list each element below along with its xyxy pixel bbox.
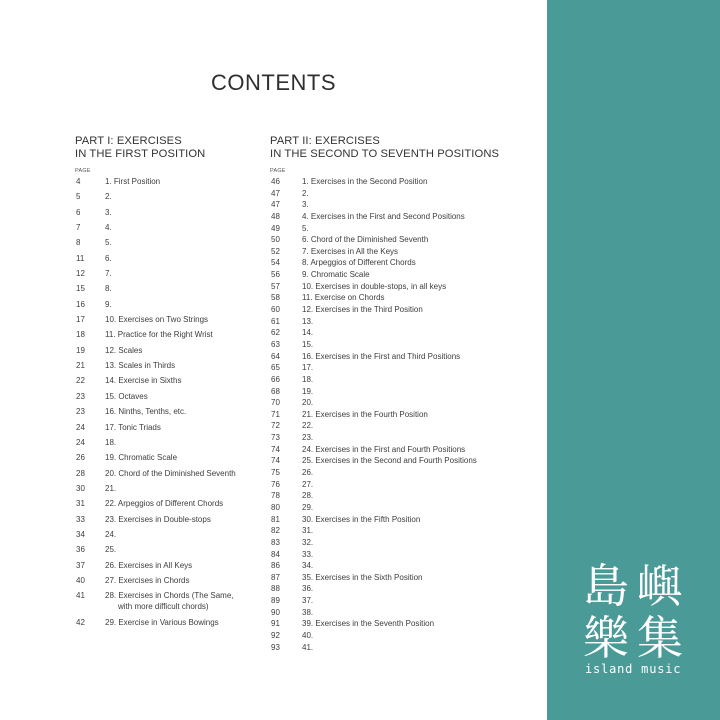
toc-entry-title: 4. Exercises in the First and Second Positions: [302, 211, 465, 221]
part1-entry-list: [76, 177, 266, 634]
toc-page-number: 92: [271, 630, 280, 640]
toc-entry: [76, 515, 266, 530]
toc-entry: [271, 631, 511, 643]
page-title: CONTENTS: [211, 70, 336, 95]
toc-entry-title: 25. Exercises in the Second and Fourth Positions: [302, 456, 477, 466]
toc-entry-title: 10. Exercises in double-stops, in all keys: [302, 281, 447, 291]
toc-page-number: 23: [76, 407, 85, 417]
toc-entry-title: 36.: [302, 584, 314, 594]
toc-entry: [271, 468, 511, 480]
toc-entry-title: 14.: [302, 328, 314, 338]
toc-page-number: 19: [76, 345, 85, 355]
toc-page-number: 56: [271, 270, 280, 280]
toc-page-number: 30: [76, 483, 85, 493]
toc-entry-title: 10. Exercises on Two Strings: [105, 315, 209, 325]
toc-page-number: 24: [76, 437, 85, 447]
logo-cjk-line1: 島嶼: [583, 559, 691, 613]
toc-entry: [271, 282, 511, 294]
toc-entry: [271, 258, 511, 270]
toc-page-number: 62: [271, 328, 280, 338]
toc-entry-title: 8. Arpeggios of Different Chords: [302, 258, 416, 268]
toc-entry-title: 22. Arpeggios of Different Chords: [105, 499, 224, 509]
toc-entry-title: 12. Exercises in the Third Position: [302, 305, 423, 315]
toc-entry: [271, 433, 511, 445]
toc-entry: [76, 453, 266, 468]
toc-page-number: 72: [271, 421, 280, 431]
toc-page-number: 63: [271, 339, 280, 349]
toc-page-number: 16: [76, 299, 85, 309]
toc-entry-title: 37.: [302, 596, 314, 606]
toc-page-number: 7: [76, 223, 81, 233]
toc-entry-title: 13. Scales in Thirds: [105, 361, 176, 371]
toc-entry-title: 3.: [302, 200, 309, 210]
toc-page-number: 91: [271, 619, 280, 629]
toc-entry: [271, 550, 511, 562]
toc-page-number: 48: [271, 211, 280, 221]
toc-entry-title: 28.: [302, 491, 314, 501]
toc-entry: [76, 469, 266, 484]
toc-page-number: 89: [271, 596, 280, 606]
toc-page-number: 11: [76, 253, 85, 263]
toc-entry-title: 7.: [105, 269, 112, 279]
part2-page-label: PAGE: [270, 168, 286, 174]
toc-entry: [76, 254, 266, 269]
toc-page-number: 86: [271, 561, 280, 571]
part1-heading: [75, 135, 205, 161]
toc-entry-title: 31.: [302, 526, 314, 536]
part2-heading-line2: IN THE SECOND TO SEVENTH POSITIONS: [270, 148, 500, 160]
toc-page-number: 88: [271, 584, 280, 594]
toc-entry-title: 6. Chord of the Diminished Seventh: [302, 235, 429, 245]
toc-entry-title: 29. Exercise in Various Bowings: [105, 618, 219, 628]
toc-page-number: 65: [271, 363, 280, 373]
toc-page-number: 57: [271, 281, 280, 291]
toc-entry: [271, 538, 511, 550]
toc-entry: [271, 456, 511, 468]
toc-entry-title: 27. Exercises in Chords: [105, 575, 190, 585]
toc-entry: [271, 619, 511, 631]
toc-entry: [271, 491, 511, 503]
toc-entry-title: 23. Exercises in Double-stops: [105, 514, 211, 524]
toc-entry: [76, 376, 266, 391]
toc-page-number: 22: [76, 376, 85, 386]
toc-entry: [76, 346, 266, 361]
part1-page-label: PAGE: [75, 168, 91, 174]
toc-page-number: 76: [271, 479, 280, 489]
toc-page-number: 28: [76, 468, 85, 478]
toc-page-number: 42: [76, 618, 85, 628]
toc-page-number: 26: [76, 453, 85, 463]
logo-cjk-line2: 樂集: [583, 611, 691, 665]
toc-page-number: 83: [271, 537, 280, 547]
toc-entry: [271, 270, 511, 282]
toc-entry-title: 26.: [302, 468, 314, 478]
toc-entry-title: 8.: [105, 284, 112, 294]
toc-entry-title: 4.: [105, 223, 112, 233]
toc-page-number: 81: [271, 514, 280, 524]
toc-entry-title: 34.: [302, 561, 314, 571]
toc-entry-subtitle: with more difficult chords): [118, 602, 209, 612]
toc-page-number: 47: [271, 188, 280, 198]
toc-entry-title: 33.: [302, 549, 314, 559]
toc-entry: [271, 177, 511, 189]
toc-page-number: 90: [271, 607, 280, 617]
toc-entry: [271, 410, 511, 422]
toc-entry-title: 19. Chromatic Scale: [105, 453, 178, 463]
toc-entry: [271, 224, 511, 236]
toc-entry-title: 12. Scales: [105, 345, 143, 355]
toc-entry: [76, 192, 266, 207]
toc-page-number: 60: [271, 305, 280, 315]
toc-page-number: 58: [271, 293, 280, 303]
toc-entry-title: 21. Exercises in the Fourth Position: [302, 409, 428, 419]
toc-entry: [76, 223, 266, 238]
toc-entry-title: 39. Exercises in the Seventh Position: [302, 619, 435, 629]
toc-entry-title: 29.: [302, 502, 314, 512]
toc-entry-title: 25.: [105, 545, 117, 555]
toc-page-number: 52: [271, 246, 280, 256]
toc-page-number: 15: [76, 284, 85, 294]
toc-entry: [76, 438, 266, 453]
toc-entry: [76, 284, 266, 299]
toc-page-number: 84: [271, 549, 280, 559]
toc-entry-title: 18.: [302, 374, 314, 384]
toc-page-number: 71: [271, 409, 280, 419]
toc-entry-title: 22.: [302, 421, 314, 431]
toc-entry: [76, 407, 266, 422]
toc-entry-title: 2.: [302, 188, 309, 198]
toc-entry-title: 2.: [105, 192, 112, 202]
toc-entry-title: 21.: [105, 483, 117, 493]
toc-entry: [271, 317, 511, 329]
part1-heading-line2: IN THE FIRST POSITION: [75, 148, 206, 160]
toc-entry: [271, 328, 511, 340]
toc-entry-title: 1. First Position: [105, 177, 161, 186]
toc-page-number: 41: [76, 591, 85, 601]
toc-entry-title: 28. Exercises in Chords (The Same,: [105, 591, 234, 601]
toc-entry: [271, 293, 511, 305]
toc-entry: [76, 315, 266, 330]
toc-entry: [271, 212, 511, 224]
toc-page-number: 49: [271, 223, 280, 233]
toc-page-number: 31: [76, 499, 85, 509]
toc-entry-title: 30. Exercises in the Fifth Position: [302, 514, 421, 524]
toc-entry-title: 9.: [105, 299, 112, 309]
toc-page-number: 33: [76, 514, 85, 524]
toc-entry-title: 11. Exercise on Chords: [302, 293, 385, 303]
toc-entry: [76, 499, 266, 514]
toc-entry: [271, 398, 511, 410]
toc-page-number: 80: [271, 502, 280, 512]
toc-entry-title: 32.: [302, 537, 314, 547]
toc-entry: [76, 423, 266, 438]
toc-entry-title: 24.: [105, 529, 117, 539]
toc-entry-title: 26. Exercises in All Keys: [105, 560, 193, 570]
toc-entry-title: 15.: [302, 339, 314, 349]
toc-entry-title: 5.: [105, 238, 112, 248]
toc-page-number: 75: [271, 468, 280, 478]
toc-entry-title: 5.: [302, 223, 309, 233]
toc-entry-title: 41.: [302, 642, 314, 652]
toc-page-number: 74: [271, 444, 280, 454]
toc-entry: [271, 561, 511, 573]
toc-entry-title: 35. Exercises in the Sixth Position: [302, 572, 423, 582]
part2-entry-list: [271, 177, 511, 654]
toc-entry-title: 17.: [302, 363, 314, 373]
logo-english: island music: [585, 662, 682, 676]
toc-page-number: 64: [271, 351, 280, 361]
toc-entry: [76, 269, 266, 284]
toc-entry-title: 14. Exercise in Sixths: [105, 376, 182, 386]
island-music-logo: [583, 560, 703, 676]
toc-entry-title: 9. Chromatic Scale: [302, 270, 370, 280]
toc-page-number: 37: [76, 560, 85, 570]
toc-page-number: 34: [76, 529, 85, 539]
part2-heading-line1: PART II: EXERCISES: [270, 135, 380, 147]
toc-page-number: 40: [76, 575, 85, 585]
toc-entry: [271, 189, 511, 201]
toc-page-number: 12: [76, 269, 85, 279]
toc-entry: [76, 238, 266, 253]
toc-entry-title: 24. Exercises in the First and Fourth Positions: [302, 444, 466, 454]
toc-page-number: 78: [271, 491, 280, 501]
toc-entry: [271, 608, 511, 620]
toc-entry: [271, 445, 511, 457]
toc-entry-title: 40.: [302, 630, 314, 640]
part1-heading-line1: PART I: EXERCISES: [75, 135, 182, 147]
toc-entry-title: 13.: [302, 316, 314, 326]
toc-entry: [271, 480, 511, 492]
toc-entry: [271, 526, 511, 538]
toc-entry: [271, 573, 511, 585]
toc-entry-title: 23.: [302, 433, 314, 443]
toc-entry: [76, 392, 266, 407]
toc-page-number: 46: [271, 177, 280, 186]
toc-entry-title: 20. Chord of the Diminished Seventh: [105, 468, 236, 478]
toc-page-number: 54: [271, 258, 280, 268]
toc-entry-title: 3.: [105, 207, 112, 217]
toc-entry: [76, 618, 266, 633]
toc-entry: [271, 363, 511, 375]
toc-page-number: 66: [271, 374, 280, 384]
toc-page-number: 82: [271, 526, 280, 536]
toc-entry: [76, 591, 266, 618]
toc-entry: [76, 530, 266, 545]
toc-entry: [76, 177, 266, 192]
part2-heading: [270, 135, 499, 161]
toc-page-number: 70: [271, 398, 280, 408]
toc-entry-title: 7. Exercises in All the Keys: [302, 246, 399, 256]
toc-page-number: 74: [271, 456, 280, 466]
toc-entry-title: 27.: [302, 479, 314, 489]
toc-page-number: 87: [271, 572, 280, 582]
toc-page-number: 24: [76, 422, 85, 432]
toc-entry-title: 6.: [105, 253, 112, 263]
toc-entry: [271, 596, 511, 608]
toc-page-number: 50: [271, 235, 280, 245]
toc-entry: [271, 643, 511, 655]
toc-entry-title: 19.: [302, 386, 314, 396]
toc-entry: [76, 576, 266, 591]
toc-entry-title: 15. Octaves: [105, 391, 148, 401]
toc-entry-title: 18.: [105, 437, 117, 447]
toc-entry: [271, 503, 511, 515]
toc-entry: [271, 421, 511, 433]
toc-page-number: 47: [271, 200, 280, 210]
toc-entry-title: 20.: [302, 398, 314, 408]
toc-page-number: 18: [76, 330, 85, 340]
toc-entry: [271, 375, 511, 387]
toc-entry: [271, 515, 511, 527]
toc-page-number: 68: [271, 386, 280, 396]
toc-page-number: 23: [76, 391, 85, 401]
toc-entry: [271, 235, 511, 247]
toc-entry-title: 1. Exercises in the Second Position: [302, 177, 428, 186]
toc-entry: [271, 584, 511, 596]
toc-entry: [271, 352, 511, 364]
toc-entry: [76, 361, 266, 376]
toc-entry-title: 11. Practice for the Right Wrist: [105, 330, 213, 340]
toc-entry: [271, 387, 511, 399]
toc-entry: [76, 300, 266, 315]
toc-entry: [76, 208, 266, 223]
toc-entry: [76, 484, 266, 499]
toc-page-number: 6: [76, 207, 81, 217]
toc-page-number: 8: [76, 238, 81, 248]
toc-page-number: 21: [76, 361, 85, 371]
toc-entry-title: 16. Ninths, Tenths, etc.: [105, 407, 187, 417]
toc-entry: [271, 340, 511, 352]
toc-entry: [76, 561, 266, 576]
toc-page-number: 4: [76, 177, 81, 186]
toc-page-number: 61: [271, 316, 280, 326]
toc-entry: [76, 545, 266, 560]
toc-entry-title: 17. Tonic Triads: [105, 422, 161, 432]
toc-page-number: 73: [271, 433, 280, 443]
toc-page-number: 5: [76, 192, 81, 202]
toc-entry: [271, 247, 511, 259]
toc-page-number: 36: [76, 545, 85, 555]
toc-entry-title: 38.: [302, 607, 314, 617]
toc-entry: [76, 330, 266, 345]
toc-page-number: 93: [271, 642, 280, 652]
toc-entry-title: 16. Exercises in the First and Third Positions: [302, 351, 461, 361]
toc-entry: [271, 200, 511, 212]
toc-page-number: 17: [76, 315, 85, 325]
toc-entry: [271, 305, 511, 317]
